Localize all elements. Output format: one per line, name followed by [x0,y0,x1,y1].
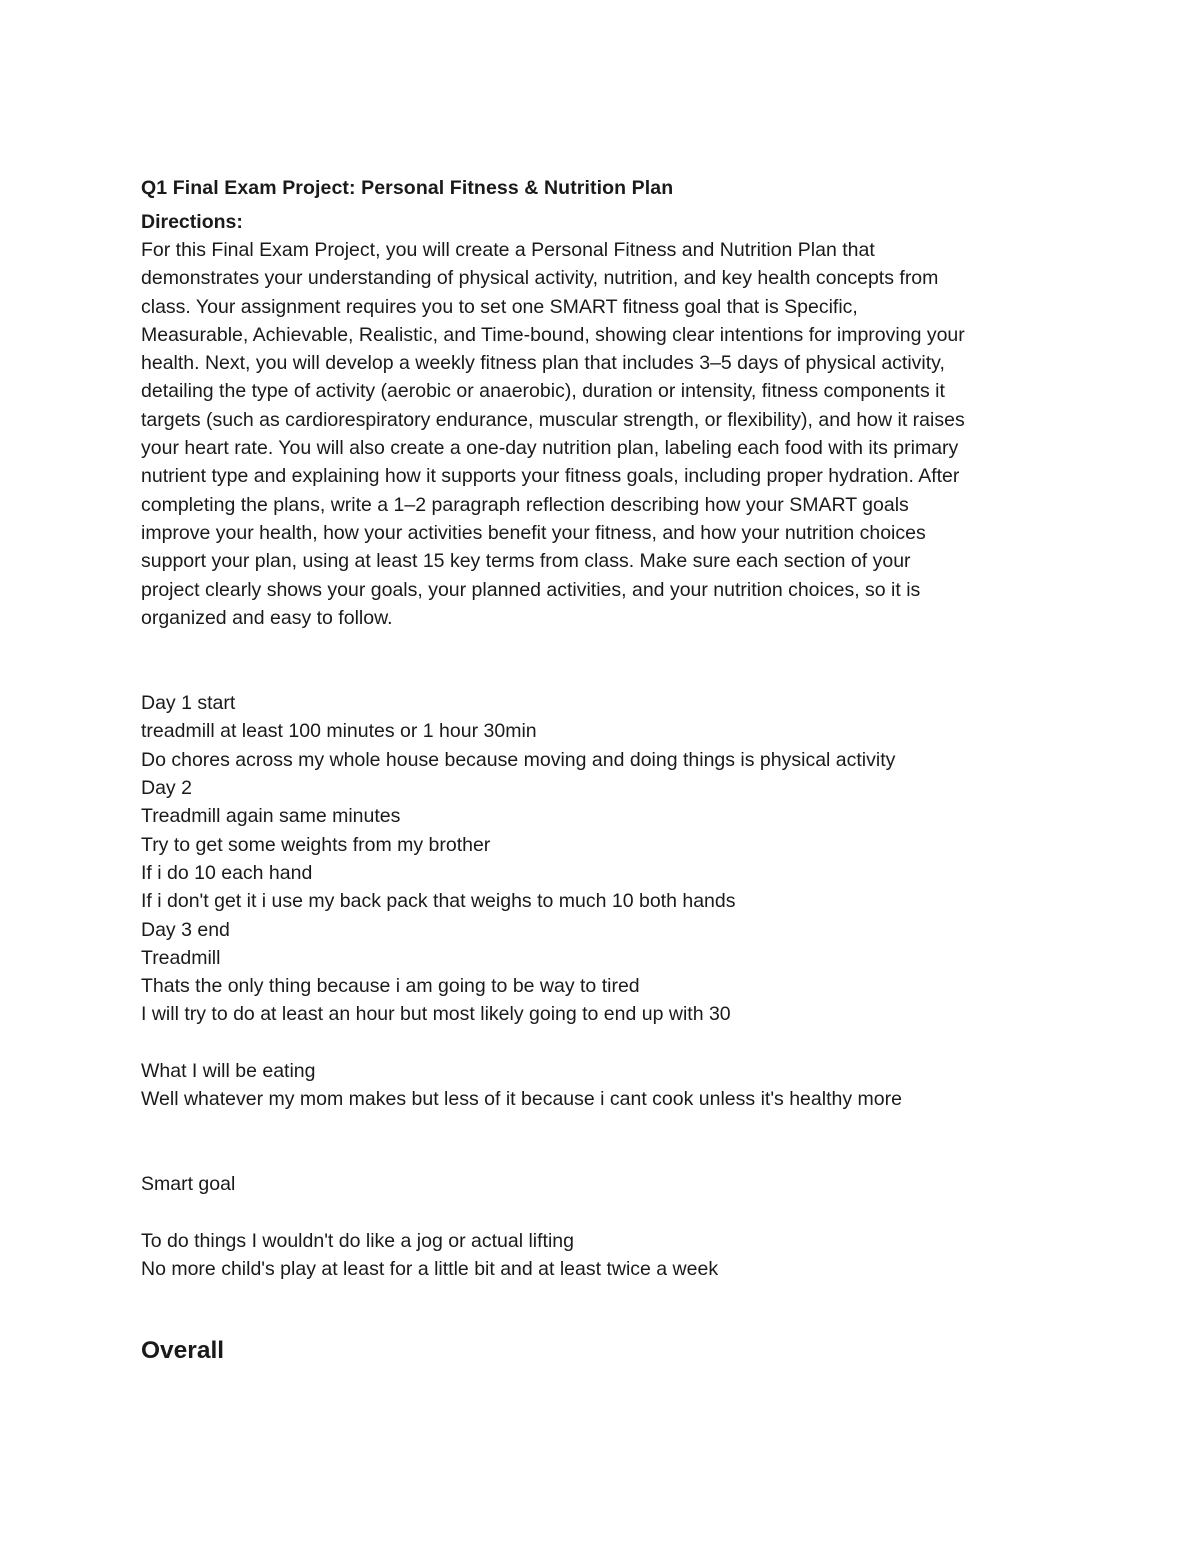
plan-line: Do chores across my whole house because moving and doing things is physical activity [141,748,896,771]
plan-line: If i do 10 each hand [141,861,313,884]
directions-paragraph [141,236,1071,632]
document-title: Q1 Final Exam Project: Personal Fitness & Nutrition Plan [141,177,674,199]
plan-line-day-2: Day 2 [141,777,192,800]
plan-line: Try to get some weights from my brother [141,833,491,856]
directions-line: improve your health, how your activities benefit your fitness, and how your nutrition choices [141,521,926,544]
plan-line: I will try to do at least an hour but most likely going to end up with 30 [141,1003,731,1026]
plan-line: Treadmill again same minutes [141,805,401,828]
student-plan [141,689,1071,1283]
overall-heading: Overall [141,1337,225,1365]
plan-line-day-1: Day 1 start [141,692,236,715]
directions-line: Measurable, Achievable, Realistic, and Time-bound, showing clear intentions for improving your [141,323,965,346]
blank-line [141,1029,1071,1057]
directions-line: targets (such as cardiorespiratory endurance, muscular strength, or flexibility), and how it raises [141,408,965,431]
directions-line: nutrient type and explaining how it supports your fitness goals, including proper hydration. After [141,465,960,488]
plan-line-day-3: Day 3 end [141,918,230,941]
directions-line: detailing the type of activity (aerobic or anaerobic), duration or intensity, fitness components it [141,380,945,403]
plan-line: Thats the only thing because i am going to be way to tired [141,975,640,998]
plan-line: To do things I wouldn't do like a jog or actual lifting [141,1229,574,1252]
directions-line: project clearly shows your goals, your planned activities, and your nutrition choices, so it is [141,578,921,601]
directions-label: Directions: [141,211,243,233]
plan-line: treadmill at least 100 minutes or 1 hour 30min [141,720,537,743]
directions-line: demonstrates your understanding of physical activity, nutrition, and key health concepts from [141,267,939,290]
document-page [141,174,1071,1367]
directions-line: health. Next, you will develop a weekly fitness plan that includes 3–5 days of physical activity, [141,352,945,375]
directions-line: class. Your assignment requires you to set one SMART fitness goal that is Specific, [141,295,858,318]
plan-line: Well whatever my mom makes but less of it because i cant cook unless it's healthy more [141,1088,902,1111]
plan-line: Treadmill [141,946,221,969]
directions-line: support your plan, using at least 15 key terms from class. Make sure each section of your [141,550,911,573]
plan-line-eating: What I will be eating [141,1060,316,1083]
directions-line: your heart rate. You will also create a one-day nutrition plan, labeling each food with its primary [141,437,959,460]
plan-line: If i don't get it i use my back pack that weighs to much 10 both hands [141,890,736,913]
blank-line [141,1199,1071,1227]
plan-line-smart-goal: Smart goal [141,1173,236,1196]
blank-line [141,1114,1071,1142]
directions-line: organized and easy to follow. [141,606,393,629]
plan-line: No more child's play at least for a little bit and at least twice a week [141,1258,719,1281]
directions-line: completing the plans, write a 1–2 paragraph reflection describing how your SMART goals [141,493,909,516]
directions-line: For this Final Exam Project, you will create a Personal Fitness and Nutrition Plan that [141,239,875,261]
blank-line [141,1142,1071,1170]
